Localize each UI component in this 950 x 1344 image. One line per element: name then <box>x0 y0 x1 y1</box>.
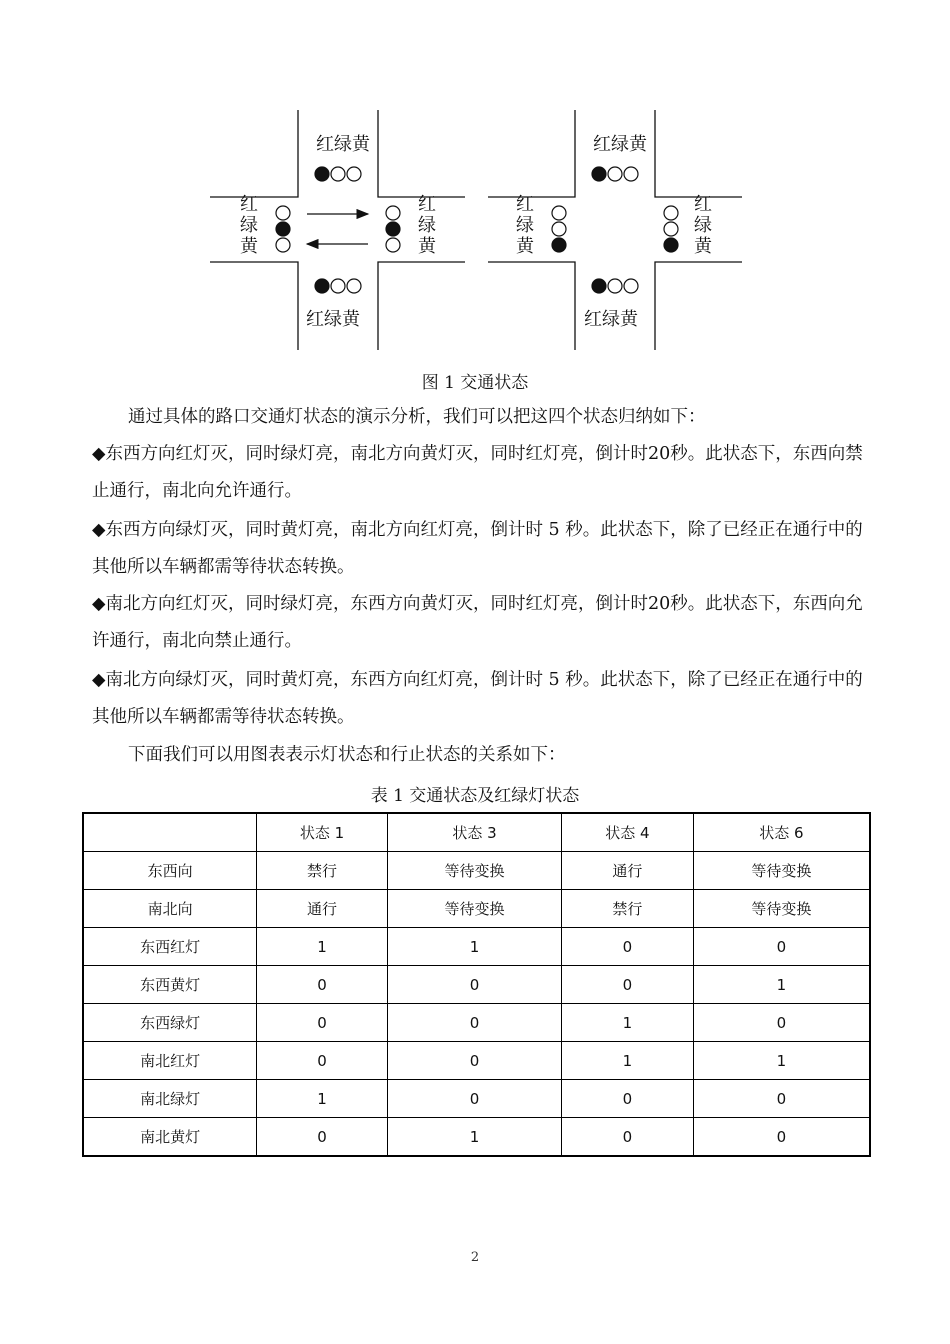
header-cell: 状态 4 <box>562 813 694 852</box>
table-intro-paragraph: 下面我们可以用图表表示灯状态和行止状态的关系如下： <box>128 745 566 765</box>
table-row <box>83 1042 870 1080</box>
table-cell: 0 <box>693 1118 870 1157</box>
header-cell: 状态 6 <box>693 813 870 852</box>
table-row <box>83 1004 870 1042</box>
table-row <box>83 1080 870 1118</box>
p2-right-label-red: 红 <box>694 194 712 215</box>
p1-top-label: 红绿黄 <box>316 134 370 155</box>
table-cell: 0 <box>257 966 388 1004</box>
p1-right-green-light <box>386 222 400 236</box>
p2-top-yellow-light <box>624 167 638 181</box>
table-cell: 0 <box>387 1042 561 1080</box>
table-cell: 禁行 <box>257 852 388 890</box>
table-cell: 东西黄灯 <box>83 966 257 1004</box>
table-cell: 1 <box>693 966 870 1004</box>
table-row <box>83 1118 870 1157</box>
p2-top-label: 红绿黄 <box>593 134 647 155</box>
table-cell: 0 <box>693 928 870 966</box>
table-cell: 等待变换 <box>387 852 561 890</box>
p1-bottom-green-light <box>331 279 345 293</box>
p2-bottom-yellow-light <box>624 279 638 293</box>
table-cell: 0 <box>562 928 694 966</box>
p1-left-label-red: 红 <box>240 194 258 215</box>
bullet-state-3: ◆南北方向红灯灭，同时绿灯亮，东西方向黄灯灭，同时红灯亮，倒计时20秒。此状态下，东西向允许通行，南北向禁止通行。 <box>92 594 863 651</box>
table-cell: 1 <box>693 1042 870 1080</box>
p1-right-label-green: 绿 <box>418 215 436 236</box>
p2-left-label-yellow: 黄 <box>516 236 534 257</box>
table-cell: 0 <box>693 1004 870 1042</box>
table-cell: 0 <box>387 1004 561 1042</box>
p2-left-red-light <box>552 206 566 220</box>
p1-right-label-yellow: 黄 <box>418 236 436 257</box>
p1-left-red-light <box>276 206 290 220</box>
table-cell: 1 <box>387 1118 561 1157</box>
table-caption: 表 1 交通状态及红绿灯状态 <box>370 786 580 806</box>
table-cell: 1 <box>562 1004 694 1042</box>
header-cell <box>83 813 257 852</box>
table-cell: 0 <box>387 966 561 1004</box>
p2-right-yellow-light <box>664 238 678 252</box>
bullet-state-1: ◆东西方向红灯灭，同时绿灯亮，南北方向黄灯灭，同时红灯亮，倒计时20秒。此状态下，东西向禁止通行，南北向允许通行。 <box>92 444 863 501</box>
p1-bottom-red-light <box>315 279 329 293</box>
bullet-state-4: ◆南北方向绿灯灭，同时黄灯亮，东西方向红灯亮，倒计时 5 秒。此状态下，除了已经正在通行中的其他所以车辆都需等待状态转换。 <box>92 670 863 727</box>
table-header-row <box>83 813 870 852</box>
p1-left-green-light <box>276 222 290 236</box>
table-cell: 东西绿灯 <box>83 1004 257 1042</box>
table-cell: 0 <box>562 1118 694 1157</box>
traffic-state-figure <box>200 100 760 360</box>
p2-top-green-light <box>608 167 622 181</box>
p1-left-yellow-light <box>276 238 290 252</box>
table-cell: 等待变换 <box>693 852 870 890</box>
p1-top-yellow-light <box>347 167 361 181</box>
header-cell: 状态 3 <box>387 813 561 852</box>
traffic-state-table <box>82 812 871 1157</box>
p2-left-yellow-light <box>552 238 566 252</box>
intro-paragraph: 通过具体的路口交通灯状态的演示分析，我们可以把这四个状态归纳如下： <box>128 407 706 427</box>
table-cell: 0 <box>257 1118 388 1157</box>
p1-right-yellow-light <box>386 238 400 252</box>
header-cell: 状态 1 <box>257 813 388 852</box>
p2-left-label-red: 红 <box>516 194 534 215</box>
bullet-state-2: ◆东西方向绿灯灭，同时黄灯亮，南北方向红灯亮，倒计时 5 秒。此状态下，除了已经正在通行中的其他所以车辆都需等待状态转换。 <box>92 520 863 577</box>
table-cell: 0 <box>257 1004 388 1042</box>
figure-caption: 图 1 交通状态 <box>421 373 529 393</box>
p1-right-label-red: 红 <box>418 194 436 215</box>
table-row <box>83 928 870 966</box>
table-row <box>83 966 870 1004</box>
table-cell: 南北黄灯 <box>83 1118 257 1157</box>
table-cell: 南北绿灯 <box>83 1080 257 1118</box>
table-cell: 等待变换 <box>387 890 561 928</box>
p1-top-red-light <box>315 167 329 181</box>
p2-right-green-light <box>664 222 678 236</box>
table-cell: 东西红灯 <box>83 928 257 966</box>
p2-left-green-light <box>552 222 566 236</box>
table-row <box>83 890 870 928</box>
p2-bottom-green-light <box>608 279 622 293</box>
table-cell: 1 <box>387 928 561 966</box>
table-row <box>83 852 870 890</box>
p1-bottom-label: 红绿黄 <box>306 309 360 330</box>
table-cell: 0 <box>387 1080 561 1118</box>
p1-left-label-yellow: 黄 <box>240 236 258 257</box>
table-cell: 等待变换 <box>693 890 870 928</box>
table-cell: 东西向 <box>83 852 257 890</box>
p1-top-green-light <box>331 167 345 181</box>
table-cell: 1 <box>257 928 388 966</box>
table-cell: 禁行 <box>562 890 694 928</box>
p2-right-label-green: 绿 <box>694 215 712 236</box>
page-number: 2 <box>470 1250 480 1265</box>
table-cell: 南北红灯 <box>83 1042 257 1080</box>
table-cell: 0 <box>257 1042 388 1080</box>
p1-right-red-light <box>386 206 400 220</box>
traffic-diagram <box>200 100 760 360</box>
table-cell: 1 <box>257 1080 388 1118</box>
p2-left-label-green: 绿 <box>516 215 534 236</box>
p1-lights <box>276 167 400 293</box>
p1-bottom-yellow-light <box>347 279 361 293</box>
p1-left-label-green: 绿 <box>240 215 258 236</box>
p2-bottom-label: 红绿黄 <box>584 309 638 330</box>
table-cell: 0 <box>693 1080 870 1118</box>
table-cell: 通行 <box>562 852 694 890</box>
table-cell: 0 <box>562 1080 694 1118</box>
p2-lights <box>552 167 678 293</box>
p2-right-label-yellow: 黄 <box>694 236 712 257</box>
table-cell: 0 <box>562 966 694 1004</box>
p2-top-red-light <box>592 167 606 181</box>
p2-bottom-red-light <box>592 279 606 293</box>
table-cell: 1 <box>562 1042 694 1080</box>
table-cell: 南北向 <box>83 890 257 928</box>
table-cell: 通行 <box>257 890 388 928</box>
p2-right-red-light <box>664 206 678 220</box>
